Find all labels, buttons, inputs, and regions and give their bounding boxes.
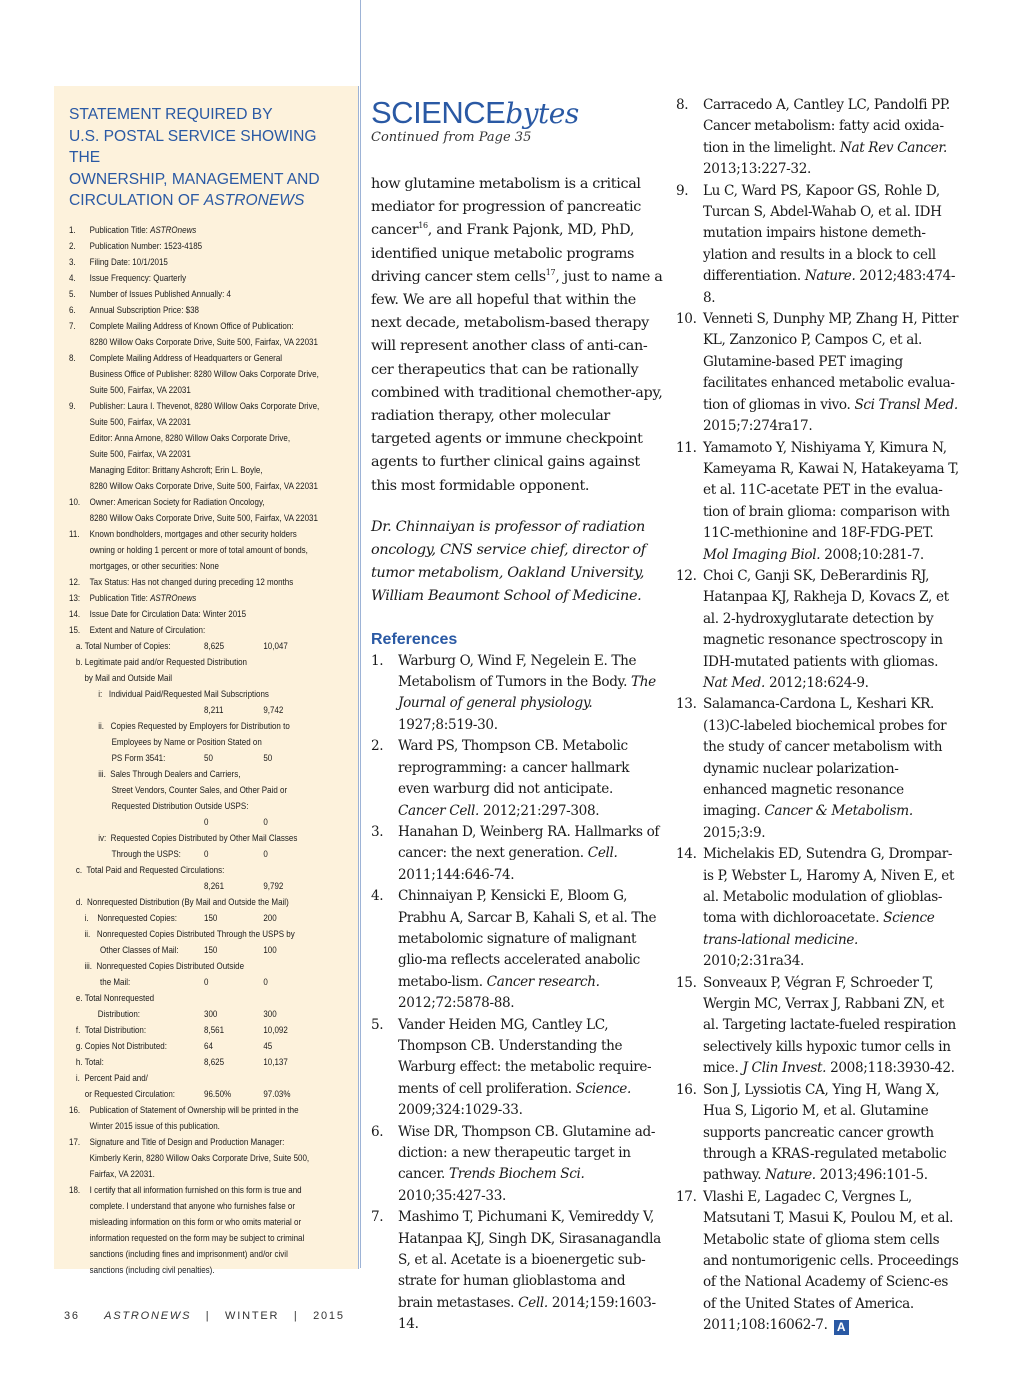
statement-item-text: Annual Subscription Price: $38 — [89, 304, 199, 315]
statement-item-number: 15. — [69, 624, 81, 635]
statement-list — [69, 222, 349, 1278]
circulation-value-issue: 300 — [263, 1008, 277, 1019]
statement-item — [69, 622, 349, 638]
statement-item-number: 18. — [69, 1184, 81, 1195]
sciencebytes-column — [371, 94, 663, 1336]
circulation-value-issue: 10,092 — [263, 1024, 288, 1035]
statement-item-text: Complete Mailing Address of Headquarters or General Business Office of Publisher: 8280 Willow Oaks Corporate Drive, Suite 500, Fairfax, VA 22031 — [89, 352, 319, 395]
circulation-line — [69, 814, 349, 830]
circulation-line: i: Individual Paid/Requested Mail Subscriptions — [98, 688, 269, 699]
statement-item — [69, 590, 349, 606]
circulation-value-avg: 150 — [204, 944, 218, 955]
reference-item — [676, 694, 962, 844]
statement-item — [69, 238, 349, 254]
reference-number: 1. — [371, 652, 384, 669]
reference-number: 2. — [371, 738, 384, 755]
circulation-value-issue: 0 — [263, 816, 268, 827]
reference-number: 16. — [676, 1081, 697, 1098]
statement-item-text: Publication of Statement of Ownership will be printed in the Winter 2015 issue of this publication. — [89, 1104, 299, 1131]
circulation-line: by Mail and Outside Mail — [84, 672, 173, 683]
column-divider — [360, 0, 361, 1268]
circulation-line: the Mail: 0 0 — [69, 974, 349, 990]
reference-text: Michelakis ED, Sutendra G, Drompar-is P, Webster L, Haromy A, Niven E, et al. Metabolic modulation of glioblas-toma with dichloroacetate. Science trans-lational medicine. 2010;2:31ra34. — [703, 846, 955, 970]
circulation-line: ii. Copies Requested by Employers for Distribution to — [98, 720, 290, 731]
circulation-value-avg: 8,625 — [204, 640, 225, 651]
statement-item — [69, 1102, 349, 1134]
references-column-right — [676, 95, 962, 1337]
sciencebytes-title: SCIENCEbytes — [371, 95, 579, 130]
circulation-line: d. Nonrequested Distribution (By Mail and Outside the Mail) — [75, 896, 289, 907]
statement-item-number: 14. — [69, 608, 81, 619]
statement-item-text: Issue Frequency: Quarterly — [89, 272, 187, 283]
circulation-value-issue: 9,742 — [263, 704, 284, 715]
statement-item — [69, 526, 349, 574]
statement-item-text: Publisher: Laura I. Thevenot, 8280 Willow Oaks Corporate Drive, Suite 500, Fairfax, VA 22031 Editor: Anna Arnone, 8280 Willow Oaks Corporate Drive, Suite 500, Fairfax, VA 22031 Managing Editor: Brittany Ashcroft; Erin L. Boyle, 8280 Willow Oaks Corporate Drive, Suite 500, Fairfax, VA 22031 — [89, 400, 320, 491]
reference-number: 8. — [676, 97, 689, 113]
reference-item — [371, 1207, 663, 1335]
circulation-value-issue: 10,047 — [263, 640, 288, 651]
statement-item-text: Signature and Title of Design and Production Manager: Kimberly Kerin, 8280 Willow Oaks Corporate Drive, Suite 500, Fairfax, VA 22031. — [89, 1136, 310, 1179]
reference-number: 7. — [371, 1209, 384, 1226]
circulation-value-issue: 45 — [263, 1040, 273, 1051]
circulation-line: Street Vendors, Counter Sales, and Other Paid or — [98, 784, 288, 795]
reference-item — [371, 822, 663, 886]
reference-item — [676, 844, 962, 972]
statement-item-number: 1. — [69, 224, 76, 235]
reference-item — [676, 309, 962, 437]
statement-item — [69, 1182, 349, 1278]
circulation-value-avg: 8,625 — [204, 1056, 225, 1067]
circulation-line: i. Percent Paid and/ — [75, 1072, 148, 1083]
reference-text: Carracedo A, Cantley LC, Pandolfi PP. Cancer metabolism: fatty acid oxida-tion in the limelight. Nat Rev Cancer. 2013;13:227-32. — [703, 97, 950, 178]
circulation-value-avg: 8,261 — [204, 880, 225, 891]
circulation-line: g. Copies Not Distributed: 64 45 — [69, 1038, 349, 1054]
reference-number: 10. — [676, 311, 697, 328]
statement-item-text: Publication Number: 1523-4185 — [89, 240, 203, 251]
statement-item-number: 17. — [69, 1136, 81, 1147]
references-list-left — [371, 651, 663, 1336]
statement-item — [69, 606, 349, 622]
reference-number: 6. — [371, 1123, 384, 1140]
statement-item — [69, 318, 349, 350]
reference-text: Ward PS, Thompson CB. Metabolic reprogramming: a cancer hallmark even warburg did not anticipate. Cancer Cell. 2012;21:297-308. — [398, 738, 630, 819]
circulation-line: Other Classes of Mail: 150 100 — [69, 942, 349, 958]
statement-item — [69, 350, 349, 398]
statement-item-text: Issue Date for Circulation Data: Winter 2015 — [89, 608, 247, 619]
statement-item-text: Known bondholders, mortgages and other security holders owning or holding 1 percent or more of total amount of bonds, mortgages, or other securities: None — [89, 528, 308, 571]
reference-item — [676, 566, 962, 694]
statement-item-number: 5. — [69, 288, 76, 299]
circulation-line: h. Total: 8,625 10,137 — [69, 1054, 349, 1070]
circulation-line: ii. Nonrequested Copies Distributed Through the USPS by — [84, 928, 295, 939]
statement-item — [69, 494, 349, 526]
reference-text: Choi C, Ganji SK, DeBerardinis RJ, Hatanpaa KJ, Rakheja D, Kovacs Z, et al. 2-hydroxyglutarate detection by magnetic resonance spectroscopy in IDH-mutated patients with gliomas. Nat Med. 2012;18:624-9. — [703, 567, 949, 691]
reference-number: 17. — [676, 1188, 697, 1205]
statement-item-text: Publication Title: ASTROnews — [89, 224, 197, 235]
reference-text: Lu C, Ward PS, Kapoor GS, Rohle D, Turcan S, Abdel-Wahab O, et al. IDH mutation impairs histone demeth-ylation and results in a block to cell differentiation. Nature. 2012;483:474-8. — [703, 182, 956, 306]
continued-from-note: Continued from Page 35 — [371, 130, 532, 145]
reference-item — [371, 886, 663, 1014]
circulation-value-avg: 0 — [204, 848, 209, 859]
reference-text: Vander Heiden MG, Cantley LC, Thompson CB. Understanding the Warburg effect: the metabolic require-ments of cell proliferation. Science. 2009;324:1029-33. — [398, 1016, 652, 1119]
reference-text: Venneti S, Dunphy MP, Zhang H, Pitter KL, Zanzonico P, Campos C, et al. Glutamine-based PET imaging facilitates enhanced metabolic evalua-tion of gliomas in vivo. Sci Transl Med. 2015;7:274ra17. — [703, 311, 959, 435]
reference-item — [676, 438, 962, 566]
circulation-line: Employees by Name or Position Stated on — [98, 736, 262, 747]
reference-text: Chinnaiyan P, Kensicki E, Bloom G, Prabhu A, Sarcar B, Kahali S, et al. The metabolomic signature of malignant glio-ma reflects accelerated anabolic metabo-lism. Cancer research. 2012;72:5878-88. — [398, 888, 657, 1012]
reference-item — [371, 1015, 663, 1122]
statement-item-number: 13: — [69, 592, 81, 603]
reference-text: Son J, Lyssiotis CA, Ying H, Wang X, Hua S, Ligorio M, et al. Glutamine supports pancreatic cancer growth through a KRAS-regulated metabolic pathway. Nature. 2013;496:101-5. — [703, 1081, 947, 1184]
reference-number: 11. — [676, 439, 697, 456]
circulation-value-issue: 100 — [263, 944, 277, 955]
reference-item — [676, 1187, 962, 1337]
statement-item-number: 12. — [69, 576, 81, 587]
statement-item-number: 8. — [69, 352, 76, 363]
circulation-line: f. Total Distribution: 8,561 10,092 — [69, 1022, 349, 1038]
reference-number: 5. — [371, 1016, 384, 1033]
circulation-value-issue: 200 — [263, 912, 277, 923]
statement-item-number: 2. — [69, 240, 76, 251]
reference-text: Hanahan D, Weinberg RA. Hallmarks of cancer: the next generation. Cell. 2011;144:646-74. — [398, 823, 660, 883]
page-number: 36 — [64, 1310, 80, 1322]
circulation-value-avg: 0 — [204, 976, 209, 987]
issue-year: 2015 — [313, 1310, 345, 1322]
issue-season: WINTER — [225, 1310, 280, 1322]
circulation-line: Distribution: 300 300 — [69, 1006, 349, 1022]
reference-text: Sonveaux P, Végran F, Schroeder T, Wergin MC, Verrax J, Rabbani ZN, et al. Targeting lactate-fueled respiration selectively kills hypoxic tumor cells in mice. J Clin Invest. 2008;118:3930-42. — [703, 974, 956, 1077]
reference-item — [371, 1122, 663, 1208]
circulation-line: i. Nonrequested Copies: 150 200 — [69, 910, 349, 926]
reference-text: Salamanca-Cardona L, Keshari KR. (13)C-labeled biochemical probes for the study of cancer metabolism with dynamic nuclear polarization-enhanced magnetic resonance imaging. Cancer & Metabolism. 2015;3:9. — [703, 696, 947, 841]
circulation-line — [69, 702, 349, 718]
reference-text: Vlashi E, Lagadec C, Vergnes L, Matsutani T, Masui K, Poulou M, et al. Metabolic state of glioma stem cells and nontumorigenic cells. Proceedings of the National Academy of Scienc-es of the United States of America. 2011;108:16062-7. A — [703, 1188, 959, 1335]
circulation-value-avg: 150 — [204, 912, 218, 923]
reference-item — [676, 181, 962, 309]
circulation-line: iii. Nonrequested Copies Distributed Outside — [84, 960, 245, 971]
reference-text: Warburg O, Wind F, Negelein E. The Metabolism of Tumors in the Body. The Journal of general physiology. 1927;8:519-30. — [398, 652, 656, 733]
circulation-line: PS Form 3541: 50 50 — [69, 750, 349, 766]
magazine-name: ASTRONEWS — [104, 1310, 192, 1322]
circulation-value-avg: 8,211 — [204, 704, 224, 715]
end-of-article-logo-icon: A — [834, 1320, 849, 1335]
circulation-value-issue: 50 — [263, 752, 273, 763]
statement-item-number: 7. — [69, 320, 76, 331]
circulation-line: Requested Distribution Outside USPS: — [98, 800, 249, 811]
reference-number: 12. — [676, 567, 697, 584]
statement-item — [69, 398, 349, 494]
statement-item-text: Filing Date: 10/1/2015 — [89, 256, 168, 267]
reference-text: Mashimo T, Pichumani K, Vemireddy V, Hatanpaa KJ, Singh DK, Sirasanagandla S, et al. Acetate is a bioenergetic sub-strate for human glioblastoma and brain metastases. Cell. 2014;159:1603-14. — [398, 1209, 661, 1333]
statement-item — [69, 302, 349, 318]
circulation-line — [69, 878, 349, 894]
reference-number: 3. — [371, 823, 384, 840]
reference-item — [676, 95, 962, 181]
circulation-value-issue: 0 — [263, 848, 268, 859]
reference-item — [676, 973, 962, 1080]
reference-text: Yamamoto Y, Nishiyama Y, Kimura N, Kameyama R, Kawai N, Hatakeyama T, et al. 11C-acetate PET in the evalua-tion of brain glioma: comparison with 11C-methionine and 18F-FDG-PET. Mol Imaging Biol. 2008;10:281-7. — [703, 439, 959, 563]
reference-item — [371, 651, 663, 737]
statement-item-text: I certify that all information furnished on this form is true and complete. I understand that anyone who furnishes false or misleading information on this form or who omits material or information requested on the form may be subject to criminal sanctions (including fines and imprisonment) and/or civil sanctions (including civil penalties). — [89, 1184, 305, 1275]
statement-item-number: 6. — [69, 304, 76, 315]
circulation-value-avg: 300 — [204, 1008, 218, 1019]
circulation-line: or Requested Circulation: 96.50% 97.03% — [69, 1086, 349, 1102]
statement-item-text: Complete Mailing Address of Known Office of Publication: 8280 Willow Oaks Corporate Drive, Suite 500, Fairfax, VA 22031 — [89, 320, 318, 347]
statement-item — [69, 254, 349, 270]
reference-number: 13. — [676, 696, 697, 713]
statement-item-text: Publication Title: ASTROnews — [89, 592, 197, 603]
statement-item — [69, 1134, 349, 1182]
reference-number: 14. — [676, 846, 697, 863]
reference-number: 15. — [676, 974, 697, 991]
article-body: how glutamine metabolism is a critical mediator for progression of pancreatic cancer$^{16}$, and Frank Pajonk, MD, PhD, identified unique metabolic programs driving cancer stem cells$^{17}$, just to name a few. We are all hopeful that within the next decade, metabolism-based therapy will represent another class of anti-can-cer therapeutics that can be rationally combined with traditional chemother-apy, radiation therapy, other molecular targeted agents or immune checkpoint agents to further clinical gains against this most formidable opponent. — [371, 176, 663, 494]
page-footer: 36 ASTRONEWS | WINTER | 2015 — [64, 1310, 345, 1322]
statement-item-number: 16. — [69, 1104, 81, 1115]
statement-item-number: 10. — [69, 496, 81, 507]
statement-item-text: Extent and Nature of Circulation: — [89, 624, 206, 635]
statement-item — [69, 222, 349, 238]
reference-item — [676, 1080, 962, 1187]
postal-statement-box — [54, 86, 359, 1275]
circulation-value-avg: 50 — [204, 752, 213, 763]
statement-item — [69, 286, 349, 302]
reference-number: 9. — [676, 182, 689, 199]
statement-title: STATEMENT REQUIRED BY U.S. POSTAL SERVICE SHOWING THE OWNERSHIP, MANAGEMENT AND CIRCULATION OF ASTRONEWS — [69, 106, 320, 209]
circulation-value-issue: 97.03% — [263, 1088, 291, 1099]
reference-item — [371, 736, 663, 822]
circulation-line: b. Legitimate paid and/or Requested Distribution — [75, 656, 248, 667]
reference-number: 4. — [371, 888, 384, 905]
circulation-value-avg: 8,561 — [204, 1024, 225, 1035]
references-heading: References — [371, 630, 458, 648]
reference-text: Wise DR, Thompson CB. Glutamine ad-diction: a new therapeutic target in cancer. Trends Biochem Sci. 2010;35:427-33. — [398, 1123, 656, 1204]
circulation-value-avg: 96.50% — [204, 1088, 232, 1099]
circulation-value-avg: 0 — [204, 816, 209, 827]
statement-item — [69, 270, 349, 286]
circulation-line: Through the USPS: 0 0 — [69, 846, 349, 862]
statement-item-number: 11. — [69, 528, 80, 539]
statement-item-text: Number of Issues Published Annually: 4 — [89, 288, 231, 299]
author-bio: Dr. Chinnaiyan is professor of radiation oncology, CNS service chief, director of tumor metabolism, Oakland University, William Beaumont School of Medicine. — [371, 518, 646, 605]
references-list-right — [676, 95, 962, 1337]
statement-item-text: Tax Status: Has not changed during preceding 12 months — [89, 576, 294, 587]
statement-item-text: Owner: American Society for Radiation Oncology, 8280 Willow Oaks Corporate Drive, Suite 500, Fairfax, VA 22031 — [89, 496, 318, 523]
circulation-line: c. Total Paid and Requested Circulations: — [75, 864, 225, 875]
statement-item-number: 4. — [69, 272, 76, 283]
circulation-value-avg: 64 — [204, 1040, 213, 1051]
statement-item — [69, 574, 349, 590]
circulation-line: e. Total Nonrequested — [75, 992, 155, 1003]
circulation-value-issue: 0 — [263, 976, 268, 987]
circulation-line: iii. Sales Through Dealers and Carriers, — [98, 768, 241, 779]
circulation-line: iv: Requested Copies Distributed by Other Mail Classes — [98, 832, 298, 843]
circulation-line: a. Total Number of Copies: 8,625 10,047 — [69, 638, 349, 654]
circulation-value-issue: 9,792 — [263, 880, 284, 891]
circulation-value-issue: 10,137 — [263, 1056, 288, 1067]
statement-item-number: 9. — [69, 400, 76, 411]
statement-item-number: 3. — [69, 256, 76, 267]
